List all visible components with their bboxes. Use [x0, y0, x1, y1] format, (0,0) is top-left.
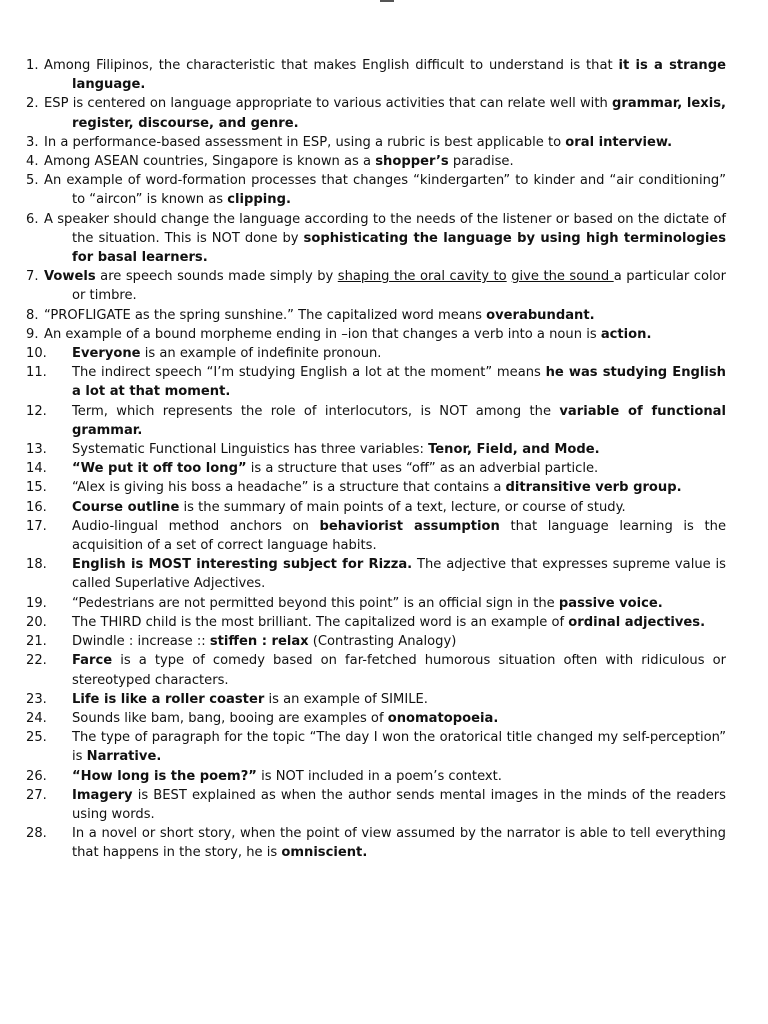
item-number: 27.	[26, 787, 47, 803]
item-text-segment: The indirect speech “I’m studying English a lot at the moment” means	[72, 365, 546, 381]
list-item	[26, 767, 726, 786]
item-text	[44, 325, 726, 344]
item-text-segment: An example of a bound morpheme ending in –ion that changes a verb into a noun is	[44, 326, 601, 342]
item-text	[72, 517, 726, 555]
item-text	[44, 133, 726, 152]
bold-answer: ordinal adjectives.	[568, 614, 706, 630]
bold-answer: it is a strange language.	[72, 58, 726, 93]
list-item	[26, 555, 726, 593]
bold-answer: behaviorist assumption	[319, 518, 500, 534]
list-item	[26, 824, 726, 862]
bold-answer: he was studying English a lot at that moment.	[72, 365, 726, 400]
list-item	[26, 459, 726, 478]
item-text	[44, 306, 726, 325]
list-item	[26, 651, 726, 689]
item-text-segment: is an example of indefinite pronoun.	[140, 346, 382, 362]
item-number: 13.	[26, 442, 47, 458]
item-text	[44, 171, 726, 209]
bold-answer: omniscient.	[281, 845, 368, 861]
item-text	[72, 613, 726, 632]
item-text-segment: The THIRD child is the most brilliant. The capitalized word is an example of	[72, 614, 569, 630]
item-text-segment: An example of word-formation processes that changes “kindergarten” to kinder and “air conditioning” to “aircon” is known as	[44, 173, 726, 208]
item-text-segment: paradise.	[448, 154, 514, 170]
item-text-segment: is BEST explained as when the author sends mental images in the minds of the readers using words.	[72, 787, 726, 822]
bold-answer: overabundant.	[486, 307, 595, 323]
item-number: 20.	[26, 614, 47, 630]
item-number: 3.	[26, 134, 39, 150]
item-text-segment: Term, which represents the role of interlocutors, is NOT among the	[72, 403, 560, 419]
list-item	[26, 478, 726, 497]
list-item	[26, 56, 726, 94]
item-number: 26.	[26, 768, 47, 784]
item-text	[72, 344, 726, 363]
item-text-segment: Among Filipinos, the characteristic that makes English difficult to understand is that	[44, 58, 619, 73]
list-item	[26, 210, 726, 268]
item-number: 15.	[26, 480, 47, 496]
item-text-segment: is NOT included in a poem’s context.	[256, 768, 502, 784]
item-number: 11.	[26, 365, 47, 381]
bold-answer: ditransitive verb group.	[505, 480, 682, 496]
list-item	[26, 133, 726, 152]
list-item	[26, 498, 726, 517]
bold-answer: variable of functional grammar.	[72, 403, 726, 438]
list-item	[26, 344, 726, 363]
item-text-segment: A speaker should change the language according to the needs of the listener or based on the dictate of the situation. This is NOT done by	[44, 211, 726, 246]
item-text-segment: Audio-lingual method anchors on	[72, 518, 320, 534]
bold-answer: Imagery	[72, 787, 133, 803]
list-item	[26, 786, 726, 824]
item-text	[72, 728, 726, 766]
item-text-segment: In a performance-based assessment in ESP, using a rubric is best applicable to	[44, 134, 566, 150]
list-item	[26, 171, 726, 209]
item-number: 6.	[26, 211, 39, 227]
item-number: 22.	[26, 653, 47, 669]
bold-answer: shopper’s	[375, 154, 449, 170]
list-item	[26, 402, 726, 440]
list-item	[26, 306, 726, 325]
list-item	[26, 594, 726, 613]
item-number: 14.	[26, 461, 47, 477]
bold-answer: “We put it off too long”	[72, 461, 247, 477]
bold-answer: “How long is the poem?”	[72, 768, 257, 784]
item-text	[72, 402, 726, 440]
bold-answer: Vowels	[44, 269, 96, 285]
list-item	[26, 632, 726, 651]
bold-answer: action.	[600, 326, 652, 342]
item-text-segment: a particular color or timbre.	[72, 269, 726, 304]
page-top-mark	[380, 0, 394, 2]
item-text	[72, 767, 726, 786]
item-text-segment: ESP is centered on language appropriate to various activities that can relate well with	[44, 96, 612, 112]
item-text	[44, 152, 726, 171]
list-item	[26, 517, 726, 555]
item-number: 21.	[26, 634, 47, 650]
bold-answer: onomatopoeia.	[387, 710, 499, 726]
item-text	[72, 651, 726, 689]
item-number: 25.	[26, 730, 47, 746]
item-number: 1.	[26, 58, 39, 73]
bold-answer: stiffen : relax	[209, 634, 309, 650]
item-text	[72, 632, 726, 651]
item-text-segment: “Pedestrians are not permitted beyond this point” is an official sign in the	[72, 595, 559, 611]
item-text	[72, 363, 726, 401]
bold-answer: oral interview.	[565, 134, 673, 150]
item-text-segment: (Contrasting Analogy)	[308, 634, 457, 650]
bold-answer: Farce	[72, 653, 113, 669]
item-text	[72, 690, 726, 709]
item-text-segment: is the summary of main points of a text, lecture, or course of study.	[179, 499, 626, 515]
item-number: 7.	[26, 269, 39, 285]
item-text-segment: are speech sounds made simply by	[95, 269, 338, 285]
item-number: 19.	[26, 595, 47, 611]
bold-answer: grammar, lexis, register, discourse, and genre.	[72, 96, 726, 131]
bold-answer: Course outline	[72, 499, 180, 515]
item-number: 8.	[26, 307, 39, 323]
bold-answer: Life is like a roller coaster	[72, 691, 265, 707]
item-text-segment: is an example of SIMILE.	[264, 691, 428, 707]
item-number: 4.	[26, 154, 39, 170]
item-text-segment: Dwindle : increase ::	[72, 634, 210, 650]
item-text-segment: is a structure that uses “off” as an adverbial particle.	[246, 461, 599, 477]
item-text-segment: Systematic Functional Linguistics has three variables:	[72, 442, 429, 458]
item-text	[44, 94, 726, 132]
item-text	[72, 709, 726, 728]
bold-answer: Narrative.	[86, 749, 162, 765]
list-item	[26, 690, 726, 709]
item-text-segment: that language learning is the acquisition of a set of correct language habits.	[72, 518, 727, 554]
item-text-segment: is a type of comedy based on far-fetched humorous situation often with ridiculous or stereotyped characters.	[72, 653, 726, 688]
bold-answer: sophisticating the language by using high terminologies for basal learners.	[72, 230, 726, 266]
list-item	[26, 94, 726, 132]
item-text	[72, 440, 726, 459]
item-text-segment: In a novel or short story, when the point of view assumed by the narrator is able to tell everything that happens in the story, he is	[72, 826, 726, 861]
list-item	[26, 440, 726, 459]
item-text-segment: “PROFLIGATE as the spring sunshine.” The capitalized word means	[44, 307, 487, 323]
list-item	[26, 728, 726, 766]
list-item	[26, 152, 726, 171]
item-number: 24.	[26, 710, 47, 726]
item-text	[44, 56, 726, 94]
item-text	[72, 594, 726, 613]
item-text-segment: Sounds like bam, bang, booing are examples of	[72, 710, 388, 726]
item-number: 28.	[26, 826, 47, 842]
item-number: 17.	[26, 518, 47, 534]
answer-list	[26, 56, 726, 863]
list-item	[26, 267, 726, 305]
item-text-segment: Among ASEAN countries, Singapore is known as a	[44, 154, 376, 170]
bold-answer: Everyone	[72, 346, 141, 362]
item-text-segment: The adjective that expresses supreme value is called Superlative Adjectives.	[72, 557, 726, 592]
bold-answer: Tenor, Field, and Mode.	[428, 442, 600, 458]
item-text	[44, 210, 726, 268]
item-text	[72, 498, 726, 517]
item-text	[44, 267, 726, 305]
item-number: 16.	[26, 499, 47, 515]
list-item	[26, 709, 726, 728]
item-text	[72, 824, 726, 862]
item-number: 23.	[26, 691, 47, 707]
item-text-segment: The type of paragraph for the topic “The day I won the oratorical title changed my self-perception” is	[72, 730, 726, 765]
item-text-segment: “Alex is giving his boss a headache” is a structure that contains a	[72, 480, 506, 496]
item-number: 12.	[26, 403, 47, 419]
item-text	[72, 555, 726, 593]
list-item	[26, 613, 726, 632]
item-text	[72, 786, 726, 824]
item-number: 18.	[26, 557, 47, 573]
item-text	[72, 478, 726, 497]
list-item	[26, 325, 726, 344]
list-item	[26, 363, 726, 401]
item-text	[72, 459, 726, 478]
underlined-text: shaping the oral cavity to	[337, 269, 507, 285]
bold-answer: English is MOST interesting subject for Rizza.	[72, 557, 413, 573]
underlined-text: give the sound	[511, 269, 614, 285]
item-number: 2.	[26, 96, 39, 112]
item-number: 5.	[26, 173, 39, 189]
bold-answer: passive voice.	[558, 595, 663, 611]
item-number: 9.	[26, 326, 39, 342]
item-number: 10.	[26, 346, 47, 362]
bold-answer: clipping.	[227, 192, 291, 208]
